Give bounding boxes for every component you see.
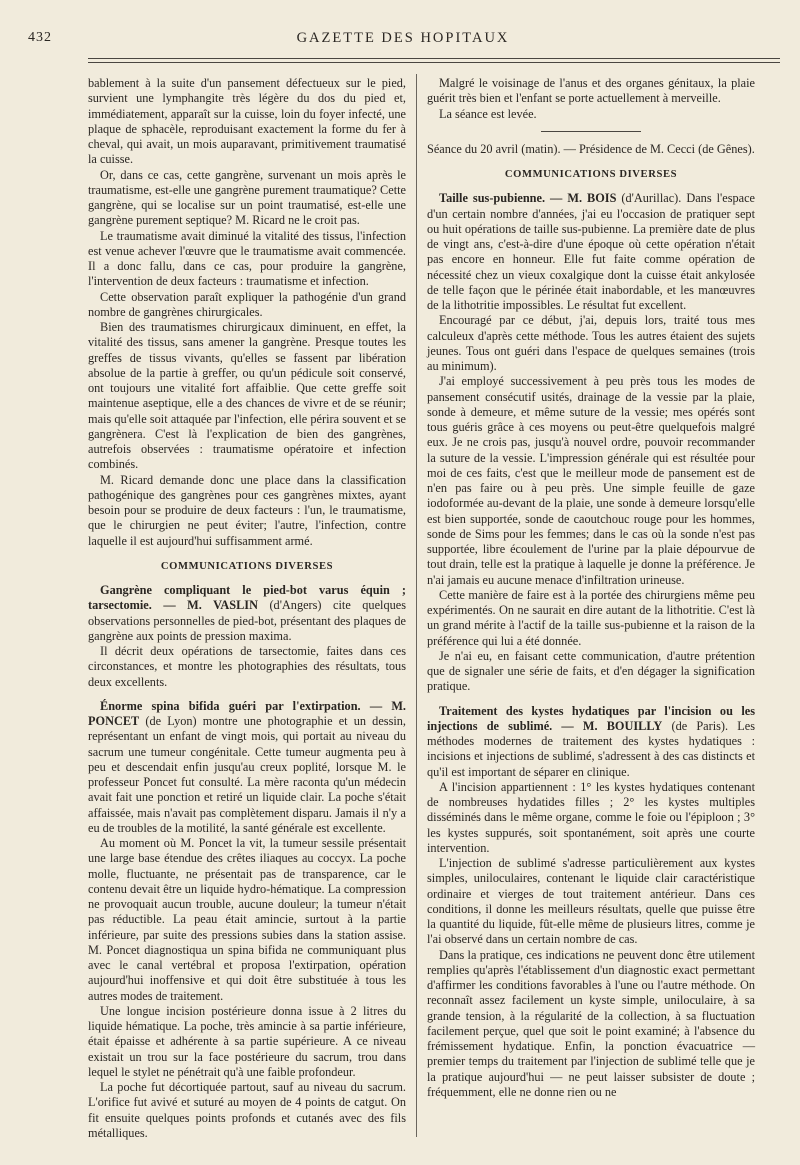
author-name: — M. PONCET (88, 698, 407, 728)
separator-rule (541, 131, 641, 132)
column-divider (416, 74, 417, 1137)
paragraph: L'injection de sublimé s'adresse particulièrement aux kystes simples, uniloculaires, contenant le liquide clair caractéristique ordinaire et vierges de tout traitement antérieur. Dans ces conditions, il donne les meilleurs résultats, quelle que puisse être la quantité du liquide, fût-elle même de plusieurs litres, comme je l'ai observé dans un certain nombre de cas. (427, 856, 755, 947)
paragraph: Cette observation paraît expliquer la pathogénie d'un grand nombre de gangrènes chirurgicales. (88, 289, 406, 319)
session-heading: Séance du 20 avril (matin). — Présidence de M. Cecci (de Gênes). (427, 141, 755, 156)
author-name: — M. BOUILLY (561, 718, 663, 733)
paragraph: Encouragé par ce début, j'ai, depuis lors, traité tous mes calculeux d'après cette méthode. Tous les autres étaient des sujets jeunes. Tous ont guéri dans l'espace de quelques semaines (trois au minimum). (427, 313, 755, 373)
journal-title: GAZETTE DES HOPITAUX (296, 30, 510, 46)
paragraph: La séance est levée. (439, 106, 537, 121)
paragraph: Une longue incision postérieure donna issue à 2 litres du liquide hématique. La poche, très amincie à sa partie inférieure, était épaisse et adhérente à sa partie supérieure. A ce niveau existait un trou sur la face postérieure du sacrum, trou dans lequel le stylet ne pénétrait qu'à une faible profondeur. (88, 1003, 406, 1079)
paragraph: La poche fut décortiquée partout, sauf au niveau du sacrum. L'orifice fut avivé et suturé au moyen de 4 points de catgut. On fit ensuite quelques points profonds et cutanés avec des fils métalliques. (88, 1080, 406, 1140)
page-number: 432 (28, 30, 52, 45)
spacer (88, 690, 406, 699)
paragraph: J'ai employé successivement à peu près tous les modes de pansement consécutif usités, drainage de la vessie par la plaie, sonde à demeure, et même suture de la vessie; mes opérés sont tous guéris grâce à ces moyens ou peut-être quelquefois malgré eux. Je ne crois pas, jusqu'à nouvel ordre, pouvoir recommander la suture de la vessie. L'impression générale qui est résultée pour moi de ces faits, c'est que le meilleur mode de pansement est de n'en pas faire ou à peu près. Une simple feuille de gaze iodoformée au-devant de la plaie, une sonde à demeure lorsqu'elle est bien supportée, sonde de caoutchouc rouge pour les hommes, sonde de Sims pour les femmes; dans le cas où la sonde n'est pas supportée, libre écoulement de l'urine par la plaie dépourvue de tout drain, telle est la pratique à laquelle je donne la préférence. Je n'ai jamais eu aucune menace d'infiltration urineuse. (427, 374, 755, 587)
section-title: COMMUNICATIONS DIVERSES (504, 169, 678, 180)
author-name: — M. VASLIN (163, 598, 258, 613)
communication-paragraph (427, 191, 755, 313)
running-head (28, 30, 778, 50)
paragraph: Bien des traumatismes chirurgicaux diminuent, en effet, la vitalité des tissus, sans amener la gangrène. Presque toutes les greffes de tissus vivants, qu'elles se fassent par libération absolue de la partie à greffer, ou qu'un pédicule soit conservé, ont toujours une vitalité fort affaiblie. Que cette greffe soit maintenue aseptique, elle a des chances de vivre et de se réunir; mais qu'elle soit attaquée par l'infection, elle périra souvent et se gangrènera. C'est là l'explication de bien des gangrènes, autrefois observées : traumatisme opératoire et infection combinés. (88, 320, 406, 472)
section-title: COMMUNICATIONS DIVERSES (160, 560, 334, 572)
paragraph: A l'incision appartiennent : 1° les kystes hydatiques contenant de nombreuses hydatides filles ; 2° les kystes multiples disséminés dans le même organe, comme le foie ou l'épiploon ; 3° les kystes suppurés, soit spontanément, soit après une courte intervention. (427, 779, 755, 855)
paragraph: bablement à la suite d'un pansement défectueux sur le pied, survient une lymphangite très légère du dos du pied et, immédiatement, apparaît sur la cuisse, loin du foyer infecté, une plaque de sphacèle, reproduisant exactement la forme du fer à cheval, qui avait, un mois auparavant, primitivement traumatisé la cuisse. (88, 76, 406, 167)
communication-text: (d'Aurillac). Dans l'espace d'un certain nombre d'années, j'ai eu l'occasion de pratiquer sept ou huit opérations de taille sus-pubienne. La première date de plus de vingt ans, c'est-à-dire d'une époque où cette opération n'était pas encore en honneur. Elle fut faite comme opération de nécessité chez un vieux coxalgique dont la cuisse était ankylosée de telle façon que le périnée était inabordable, et les manœuvres de la lithotritie impossibles. Le résultat fut excellent. (427, 191, 756, 312)
header-rule-thin (88, 62, 780, 63)
left-column (88, 76, 406, 1141)
paragraph: Au moment où M. Poncet la vit, la tumeur sessile présentait une large base étendue des crêtes iliaques au coccyx. La poche molle, fluctuante, ne présentait pas de transparence, car le contenu devait être un liquide hydro-hématique. La compression ne provoquait aucun trouble, aucune douleur; la tumeur n'était pas réductible. La peau était amincie, surtout à la partie inférieure, par suite des pressions subies dans la station assise. M. Poncet diagnostiqua un spina bifida ne communiquant plus avec le canal vertébral et proposa l'extirpation, opération aujourd'hui inoffensive et qui doit être substituée à tous les autres modes de traitement. (88, 836, 406, 1003)
paragraph: Dans la pratique, ces indications ne peuvent donc être utilement remplies qu'après l'établissement d'un diagnostic exact permettant d'affirmer les conditions favorables à l'une ou l'autre méthode. On reconnaît assez facilement un kyste simple, uniloculaire, à sa grande tension, à la régularité de la collection, à sa fluctuation facilement perçue, quel que soit le point examiné; à l'absence du frémissement hydatique. Enfin, la ponction évacuatrice — premier temps du traitement par l'injection de sublimé telle que je la pratique aujourd'hui — ne peut laisser subsister de doute ; fréquemment, elle ne donne rien ou ne (427, 947, 755, 1099)
communication-text: (de Paris). Les méthodes modernes de traitement des kystes hydatiques : incisions et injections de sublimé, s'adressent à des cas distincts et qu'il est important de séparer en clinique. (427, 718, 756, 779)
communication-paragraph (88, 583, 406, 644)
communication-title: Taille sus-pubienne. (439, 191, 546, 206)
paragraph: Le traumatisme avait diminué la vitalité des tissus, l'infection est venue achever l'œuvre que le traumatisme avait commencée. Il a donc fallu, dans ce cas, pour produire la gangrène, l'intervention de deux facteurs : traumatisme et infection. (88, 228, 406, 289)
paragraph: Or, dans ce cas, cette gangrène, survenant un mois après le traumatisme, est-elle une gangrène purement traumatique? Cette gangrène, qui se localise sur un point traumatisé, est-elle une gangrène purement septique? M. Ricard ne le croit pas. (88, 167, 406, 228)
paragraph: Malgré le voisinage de l'anus et des organes génitaux, la plaie guérit très bien et l'enfant se porte actuellement à merveille. (427, 76, 755, 106)
communication-title: Gangrène compliquant le pied-bot varus équin ; tarsectomie. (88, 583, 406, 613)
paragraph: Il décrit deux opérations de tarsectomie, faites dans ces circonstances, et montre les photographies des résultats, tous deux excellents. (88, 644, 406, 689)
paragraph: Je n'ai eu, en faisant cette communication, d'autre prétention que de signaler une série de faits, et d'en dégager la signification pratique. (427, 648, 755, 694)
author-name: — M. BOIS (550, 191, 617, 206)
header-rule (88, 58, 780, 59)
communication-paragraph (88, 699, 406, 836)
paragraph: Cette manière de faire est à la portée des chirurgiens même peu expérimentés. On ne saurait en dire autant de la lithotritie. C'est là un grand mérite à l'actif de la taille sus-pubienne et la raison de la préférence qui lui a été donnée. (427, 587, 755, 648)
paragraph: M. Ricard demande donc une place dans la classification pathogénique des gangrènes pour ces gangrènes mixtes, ayant besoin pour se produire de deux facteurs : l'un, le traumatisme, que le chirurgien ne peut éviter; l'autre, l'infection, contre laquelle il est aujourd'hui suffisamment armé. (88, 472, 406, 548)
communication-text: (d'Angers) cite quelques observations personnelles de pied-bot, présentant des plaques de gangrène aux points de pression maxima. (88, 598, 406, 643)
communication-paragraph (427, 704, 755, 780)
spacer (427, 695, 755, 704)
right-column (427, 76, 755, 1100)
communication-title: Énorme spina bifida guéri par l'extirpation. (100, 698, 361, 713)
communication-title: Traitement des kystes hydatiques par l'incision ou les injections de sublimé. (427, 703, 755, 733)
communication-text: (de Lyon) montre une photographie et un dessin, représentant un enfant de vingt mois, qui portait au niveau du sacrum une tumeur congénitale. Cette tumeur augmenta peu à peu et descendait enfin jusqu'au creux poplité, lorsque M. le professeur Poncet fut consulté. La mère raconta qu'un médecin avait fait une ponction et retiré un liquide clair. La poche s'était affaissée, mais n'avait pas complètement disparu. Jamais il n'y a eu de troubles de la motilité, la santé générale est excellente. (88, 714, 406, 835)
